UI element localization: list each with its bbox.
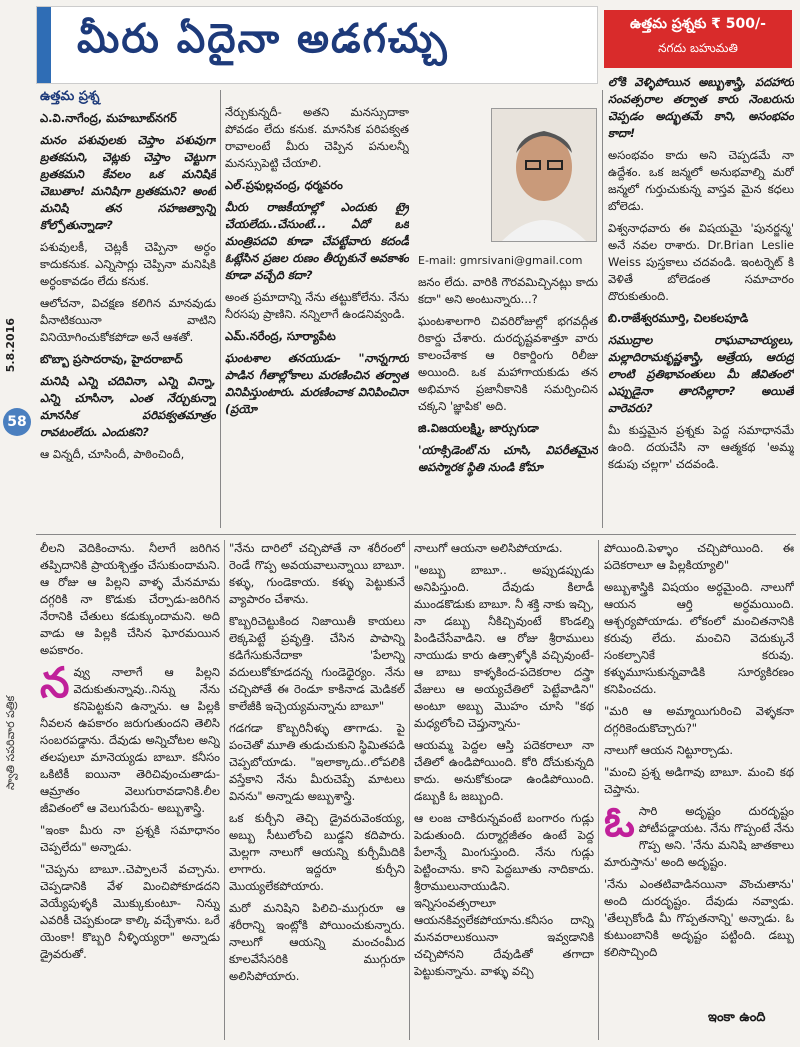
prize-amount: ఉత్తమ ప్రశ్నకు ₹ 500/- [630,16,766,32]
column-divider [598,540,599,1040]
story-paragraph: గడగడా కొబ్బరినీళ్ళు తాగాడు. పై పంచెతో మూతి తుడుచుకుని స్థిమితపడి చెప్పబోయాడు. "ఇలాక్కాదు..లోపలికి వస్తేకాని నేను మీరుచెప్పే మాటలు వినను" అన్నాడు అబ్బుశాస్త్రి. [229,721,405,803]
story-paragraph: ఆ లంజ చాకిరున్నవంటే బంగారం గుడ్లు పెడుతుంది. దుర్మార్గజీతం ఉంటే పెద్ద పేలాన్నే మింగుస్తుంది. నేను గుడ్లు పెట్టించాను. కాని పెద్దబూతు నాదికాదు. శ్రీరాములునాయుడిని. ఇన్నిసంవత్సరాలూ ఆయనకివ్వలేకపోయాను.కనీసం దాన్ని మనవరాలుకయినా ఇవ్వడానికి చచ్చిపోనని దేవుడితో తగాదా పెట్టుకున్నాను. వాళ్ళు వచ్చి [414,811,594,978]
story-paragraph [40,658,220,817]
story-column-4 [604,540,794,1008]
story-paragraph: "మంచి ప్రశ్న అడిగావు బాబూ. మంచి కథ చెప్తాను. [604,765,794,796]
story-paragraph: "నేను దారిలో చచ్చిపోతే నా శరీరంలో రెండే గొప్ప అవయవాలున్నాయి బాబూ. కళ్ళు, గుండెకాయ. కళ్ళు పెట్టుకునే వ్యాపారం చేశాను. [229,541,405,606]
drop-cap: ఓ [604,797,635,846]
story-paragraph [604,797,794,871]
story-column-1 [40,540,220,1040]
question-text: మనిషి ఎన్ని చదివినా, ఎన్ని విన్నా, ఎన్ని చూసినా, ఎంత నేర్చుకున్నా మానసిక పరిపక్వతమాత్రం రావటంలేదు. ఎందుకని? [40,374,216,439]
publication-name: స్వాతి సపరివార పత్రిక [4,695,17,790]
question-text: సముద్రాల రాఘవాచార్యులు, మల్లాదిరామకృష్ణశాస్త్రి, ఆత్రేయ, ఆరుద్ర లాంటి ప్రతిభావంతులు మీ జీవితంలో ఎప్పుడైనా తారసిల్లారా? అయితే వారెవరు? [608,333,794,415]
column-divider [409,540,410,1040]
answer-text: ఆ విన్నదీ, చూసిందీ, పాఠించిందీ, [40,447,185,461]
asker-name: బొబ్బా ప్రసాదరావు, హైదరాబాద్ [40,352,183,366]
answer-text: జనం లేదు. వారికి గౌరవమిచ్చినట్లు కాదు కదా" అని అంటున్నారు...? [418,275,598,306]
question-text: మీరు రాజకీయాల్లో ఎందుకు ట్రై చేయలేదు..చేసుంటే... ఏదో ఒక మంత్రిపదవి కూడా చేపట్టేవారు కదండీ ఓట్లేసిన ప్రజల రుణం తీర్చుకునే అవకాశం కూడా వచ్చేది కదా? [225,200,409,282]
answer-text: ఘంటశాలగారి చివరిరోజుల్లో భగవద్గీత రికార్డు చేశారు. దురదృష్టవశాత్తూ వారు కాలంచేశాక ఆ రికార్డింగు రిలీజు అయింది. ఒక మహాగాయకుడు తన అభిమాన ప్రజానీకానికి సమర్పించిన చక్కని 'జ్ఞాపిక' అది. [418,314,598,413]
answer-text: ఆలోచనా, విచక్షణ కలిగిన మానవుడు వీనాటికయినా వాటిని వినియోగించుకోకపోడా అనే ఆశతో. [40,296,216,344]
banner-accent-bar [37,7,51,83]
story-paragraph: లీలని వెదికించాను. నీలాగే జరిగిన తప్పిదానికి ప్రాయశ్చిత్తం చేసుకుందామని. ఆ రోజు ఆ పిల్లని వాళ్ళ మేనమామ దగ్గరికి నా కొడుకు చేర్పాడు-జరిగిన నేరానికి చేతులు కడుక్కుందామని. అది వాడు ఆ పిల్లకి చేసిన ఘోరమయిన అపకారం. [40,541,220,657]
story-paragraph: పోయింది.పెళ్ళాం చచ్చిపోయింది. ఈ పదెకరాలూ ఆ పిల్లకియ్యాలి" [604,541,794,572]
asker-name: జి.విజయలక్ష్మి, జార్సుగుడా [418,421,539,435]
qa-column-1 [40,88,216,528]
best-question-label: ఉత్తమ ప్రశ్న [40,89,100,104]
prize-label: నగదు బహుమతి [658,41,738,55]
continued-label: ఇంకా ఉంది [708,1010,766,1025]
answer-text: విశ్వనాధవారు ఈ విషయమై 'పునర్జన్మ' అనే నవల రాశారు. Dr.Brian Leslie Weiss పుస్తకాలు చదవండి. ఇంటర్నెట్ కి వెళితే బోలెడంత సమాచారం దొరుకుతుంది. [608,221,794,303]
story-column-2 [229,540,405,1040]
question-text: ఘంటశాల తనయుడు- "నాన్నగారు పాడిన గీతాల్లోకాలు మరణించిన తర్వాత వినిపిస్తుంటారు. మరణించాక వినిపించినా (ప్రయో [225,351,409,416]
story-paragraph: మరో మనిషిని పిలిచి-ముగ్గురూ ఆ శరీరాన్ని ఇంట్లోకి పోయించుకున్నారు. నాలుగో ఆయన్ని మంచంమీద కూలవేసేసరికి ముగ్గురూ అలిసిపోయారు. [229,901,405,983]
qa-column-4 [608,74,794,530]
question-text: లోకి వెళ్ళిపోయిన అబ్బుశాస్త్రి, పదహారు సంవత్సరాల తర్వాత కారు నెంబరును చెప్పడం అద్భుతమే కాని, అసంభవం కాదా! [608,75,794,140]
page-number-badge: 58 [3,408,31,436]
story-paragraph: "మరి ఆ అమ్మాయిగురించి వెళ్ళకనా దగ్గరికెందుకొచ్చారు?" [604,704,794,735]
story-paragraph: అబ్బుశాస్త్రికి విషయం అర్ధమైంది. నాలుగో ఆయన ఆర్తి అర్ధమయింది. ఆశ్చర్యపోయాడు. లోకంలో మంచితనానికి కరువు లేదు. మంచిని వెదుక్కునే సంకల్పానికే కరువు. కళ్ళుమూసుకున్నవాడికి సూర్యకిరణం కనిపించదు. [604,580,794,696]
asker-name: బి.రాజేశ్వరమూర్తి, చిలకలపూడి [608,311,749,325]
asker-name: ఎల్.ప్రఫుల్లచంద్ర, ధర్మవరం [225,178,343,192]
story-paragraph: 'నేను ఎంతటివాడినయినా వొంచుతాను' అంది దురదృష్టం. దేవుడు నవ్వాడు. 'తేల్చుకోండి మీ గొప్పతనాన్ని' అన్నాడు. ఓ కుటుంబానికి అదృష్టం పట్టింది. డబ్బు కలిసొచ్చింది [604,877,794,959]
side-strip [0,0,34,1047]
drop-cap: న [40,658,70,707]
asker-name: ఎమ్.నరేంద్ర, సూర్యాపేట [225,329,336,343]
answer-text: మీ కుప్తమైన ప్రశ్నకు పెద్ద సమాధానమే ఉంది. దయచేసి నా ఆత్మకథ 'అమ్మ కడుపు చల్లగా' చదవండి. [608,423,794,471]
answer-text: పశువులకీ, చెట్లకీ చెప్పినా అర్ధం కాదుకనుక. ఎన్నిసార్లు చెప్పినా మనిషికి అర్ధంకావడం లేదు కనుక. [40,240,216,288]
column-divider [602,90,603,528]
answer-text: నేర్చుకున్నదీ- అతని మనస్సుదాకా పోవడం లేదు కనుక. మానసిక పరిపక్వత రావాలంటే మీరు చెప్పిన పనులన్నీ మనస్సుపెట్టి చేయాలి. [225,105,409,170]
story-paragraph: నాలుగో ఆయనా అలిసిపోయాడు. [414,541,563,555]
column-divider [220,90,221,528]
story-paragraph: "ఇంకా మీరు నా ప్రశ్నకి సమాధానం చెప్పలేదు" అన్నాడు. [40,823,220,854]
headline-banner [36,6,598,84]
section-divider [36,534,796,535]
author-photo [491,108,597,242]
contact-email: E-mail: gmrsivani@gmail.com [418,254,583,267]
prize-box [604,10,792,68]
story-paragraph-text: వ్వు నాలాగే ఆ పిల్లని వెదుకుతున్నావు..నిన్ను నేను కనిపెట్టకుని ఉన్నాను. ఆ పిల్లకి నీవలన ఉపకారం జరుగుతుందని తెలిసి సంబరపడ్డాను. దేవుడు అన్నిచోటల అన్ని తలపులూ మానెయ్యడు బాబూ. కనీసం ఒకిటికీ ఐయినా తెరిచివుంచుతాడు-ఆమ్రాతం వెలుగురావడానికి.లీల జీవితంలో ఆ వెలుగుపేరు- అబ్బుశాస్త్రి. [40,665,220,815]
qa-column-2 [225,104,409,528]
column-divider [224,540,225,1040]
qa-column-3 [418,274,598,528]
story-paragraph: "చెప్పను బాబూ..చెప్పాలనే వచ్చాను. చెప్పడానికి వేళ మించిపోకూడదని వెయ్యేపుళ్ళకి మొక్కుకుంటూ- నిన్ను ఎవరికీ చెప్పకుండా కాల్కి వచ్చేశాను. ఒరే యెంకా! కొబ్బరి నీళ్ళియ్యరా" అన్నాడు డ్రైవరుతో. [40,862,220,961]
answer-text: అసంభవం కాదు అని చెప్పడమే నా ఉద్దేశం. ఒక జన్మలో అనుభవాల్ని మరో జన్మలో గుర్తుచుకున్న వాస్తవ మైన కధలు బోలెడు. [608,148,794,213]
story-paragraph: నాలుగో ఆయన నిట్టూర్చాడు. [604,743,734,757]
story-paragraph: ఆయమ్మ పెద్దల ఆస్తి పదెకరాలూ నా చేతిలో ఉండిపోయింది. కోరి దోచుకున్నది కాదు. అనుకోకుండా ఉండిపోయింది. డబ్బుకి ఓ జబ్బుంది. [414,738,594,803]
question-text: మనం పశువులకు చెప్తాం పశువుగా బ్రతకమని, చెట్లకు చెప్తాం చెట్టుగా బ్రతకమని కేవలం ఒక మనిషికే చెబుతాం! మనిషిగా బ్రతకమని? అంటే మనిషి తన సహజత్వాన్ని కోల్పోతున్నాడా? [40,133,216,232]
story-column-3 [414,540,594,1040]
question-text: 'యాక్సిడెంట్'ను చూసి, విపరీతమైన అపస్మారక స్థితి నుండి కోమా [418,443,598,474]
answer-text: అంత ప్రమాదాన్ని నేను తట్టుకోలేను. నేను నీరసపు ప్రాణిని. నన్నిలాగే ఉండనివ్వండి. [225,290,409,321]
story-paragraph: కొబ్బరిచెట్టుకింద నిజాయితీ కాయలు లెక్కపెట్టే ప్రవృత్తి. చేసిన పాపాన్ని కడిగేసుకునేదాకా 'పేలాన్ని వదులుకోకూడదన్న గుండెధైర్యం. నేను చచ్చిపోతే ఈ రెండూ కాకినాడ మెడికల్ కాలేజీకి ఇచ్చెయ్యమన్నాను బాబూ" [229,614,405,713]
story-paragraph: "అబ్బు బాబూ.. అప్పుడప్పుడు అనిపిస్తుంది. దేవుడు కిలాడీ ముండకొడుకు బాబూ. నీ శక్తి నాకు ఇచ్చి, నా డబ్బు నీకిచ్చివుంటే కొండల్ని పిండిచేసేవాడిని. ఆ రోజు శ్రీరాములు నాయుడు కారు ఉత్సాళ్ళోకి వచ్చివుంటే- ఆ బాబు కాళ్ళకింద-పదెకరాల దస్త్రా వేజులు ఆ అయ్యచేతిలో పెట్టేవాడిని" అంటూ అబ్బు మొహం చూసి "కథ మధ్యలోంచి చెప్తున్నాను- [414,563,594,730]
story-paragraph: ఒక కుర్చీని తెచ్చి డ్రైవరువెంకయ్య, అబ్బు సీటులోంచి బుడ్డని కదిపారు. మెల్లగా నాలుగో ఆయన్ని కుర్చీమీదికి లాగారు. ఇద్దరూ కుర్చీని మొయ్యలేకపోయారు. [229,811,405,893]
issue-date: 5.8.2016 [4,318,17,373]
story-paragraph-text: సారి అదృష్టం దురదృష్టం పోటీపడ్డాయట. నేను గొప్పంటే నేను గొప్ప అని. 'నేను మనిషి జాతకాలు మారుస్తాను' అంది అదృష్టం. [604,804,794,869]
portrait-illustration [492,109,596,241]
page-title: మీరు ఏదైనా అడగచ్చు [77,15,449,62]
asker-name: ఎ.వి.నాగేంద్ర, మహబూబ్‌నగర్ [40,111,177,125]
